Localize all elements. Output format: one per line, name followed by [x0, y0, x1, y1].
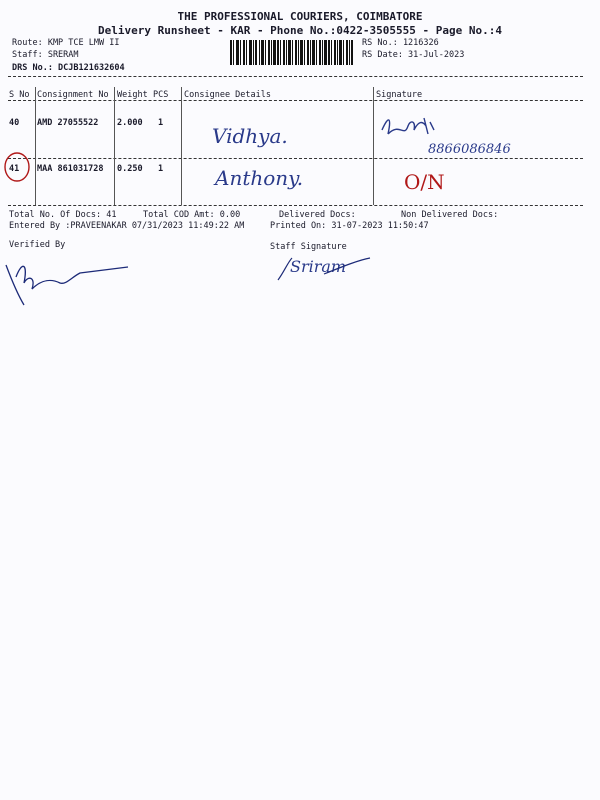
- row-pcs: 1: [158, 164, 164, 174]
- non-delivered-docs: Non Delivered Docs:: [401, 210, 499, 220]
- staff-label: Staff: SRERAM: [12, 50, 79, 60]
- row-pcs: 1: [158, 118, 164, 128]
- row-weight: 0.250: [117, 164, 143, 174]
- handwritten-consignee: Vidhya.: [212, 124, 288, 148]
- row-weight: 2.000: [117, 118, 143, 128]
- row-divider: [8, 158, 583, 159]
- row-consignment: AMD 27055522: [37, 118, 99, 128]
- rs-date: RS Date: 31-Jul-2023: [362, 50, 465, 60]
- recipient-signature-image: [378, 112, 438, 144]
- total-docs: Total No. Of Docs: 41: [9, 210, 117, 220]
- staff-signature-name: Sriram: [290, 257, 347, 276]
- handwritten-phone: 8866086846: [428, 142, 511, 157]
- staff-signature-label: Staff Signature: [270, 242, 347, 252]
- printed-on: Printed On: 31-07-2023 11:50:47: [270, 221, 429, 231]
- rs-number: RS No.: 1216326: [362, 38, 439, 48]
- verified-by-label: Verified By: [9, 240, 66, 250]
- col-header-weight: Weight: [117, 90, 148, 100]
- col-header-sno: S No: [9, 90, 30, 100]
- col-header-signature: Signature: [376, 90, 423, 100]
- entered-by: Entered By :PRAVEENAKAR 07/31/2023 11:49:22 AM: [9, 221, 245, 231]
- col-header-pcs: PCS: [153, 90, 169, 100]
- company-title: THE PROFESSIONAL COURIERS, COIMBATORE: [177, 10, 423, 23]
- col-sep-3: [181, 87, 182, 205]
- handwritten-note: O/N: [404, 170, 445, 194]
- col-sep-2: [114, 87, 115, 205]
- col-header-consignment: Consignment No: [37, 90, 109, 100]
- verifier-signature-image: [2, 255, 132, 311]
- row-consignment: MAA 861031728: [37, 164, 104, 174]
- col-sep-4: [373, 87, 374, 205]
- col-header-consignee: Consignee Details: [184, 90, 271, 100]
- row-sno: 41: [9, 164, 20, 174]
- delivered-docs: Delivered Docs:: [279, 210, 356, 220]
- barcode-image: [230, 40, 353, 65]
- table-header-rule: [8, 100, 583, 101]
- col-sep-1: [35, 87, 36, 205]
- staff-signature-stroke-image: [274, 254, 374, 284]
- total-cod: Total COD Amt: 0.00: [143, 210, 241, 220]
- row-sno: 40: [9, 118, 20, 128]
- route-label: Route: KMP TCE LMW II: [12, 38, 120, 48]
- handwritten-consignee: Anthony.: [215, 166, 304, 190]
- drs-number: DRS No.: DCJB121632604: [12, 63, 125, 73]
- table-bottom-rule: [8, 205, 583, 206]
- runsheet-subtitle: Delivery Runsheet - KAR - Phone No.:0422-3505555 - Page No.:4: [98, 24, 502, 37]
- table-top-rule: [8, 76, 583, 77]
